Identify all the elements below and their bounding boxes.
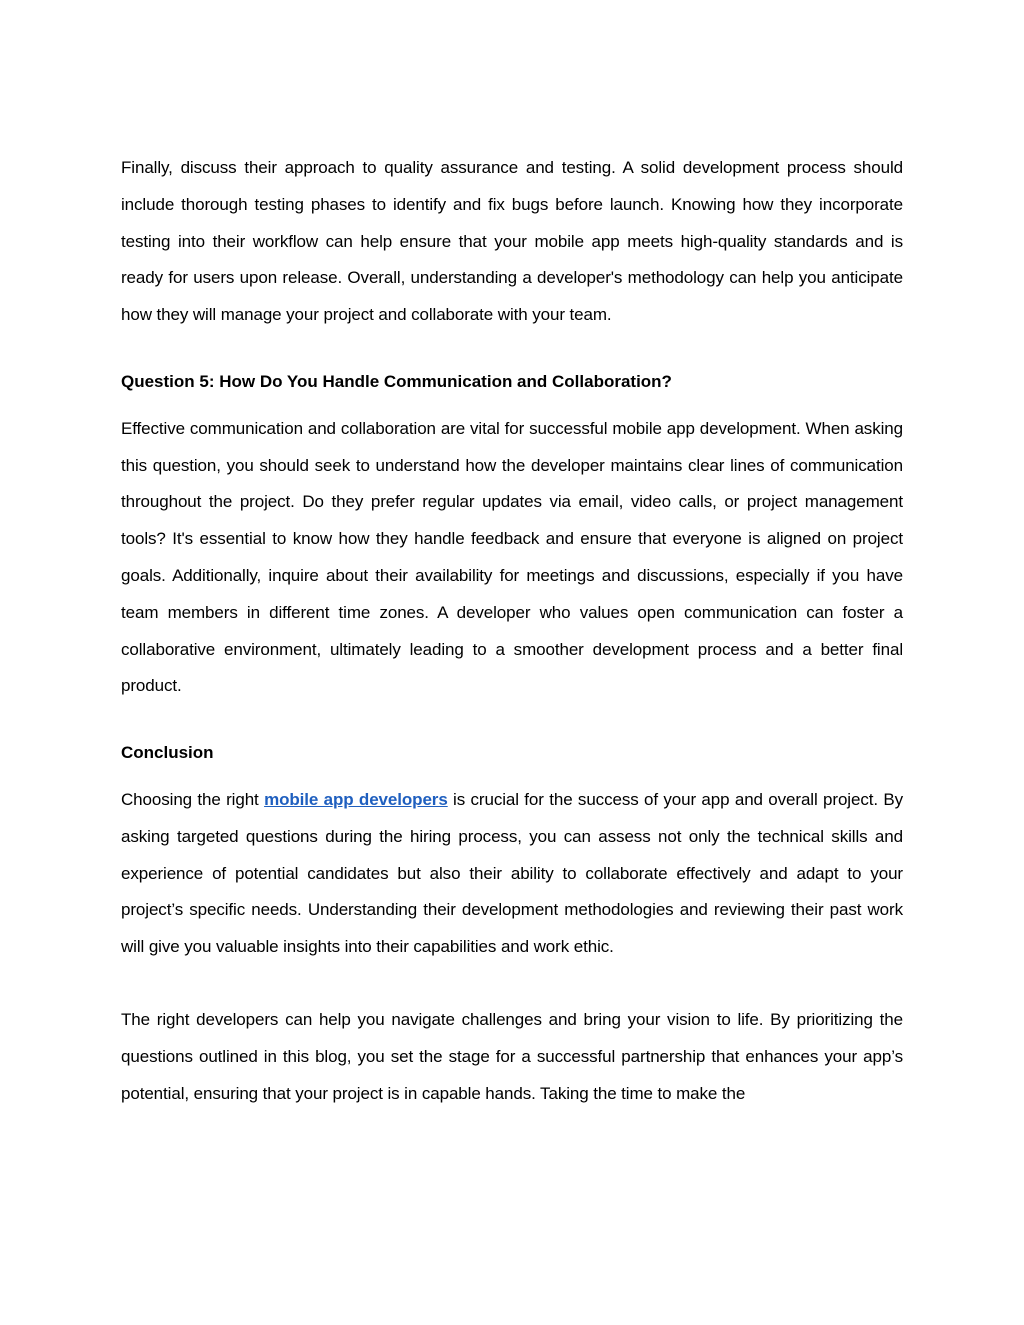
paragraph-communication: Effective communication and collaboration are vital for successful mobile app development. When asking this question, you should seek to understand how the developer maintains clear lines of communication throughout the project. Do they prefer regular updates via email, video calls, or project management tools? It's essential to know how they handle feedback and ensure that everyone is aligned on project goals. Additionally, inquire about their availability for meetings and discussions, especially if you have team members in different time zones. A developer who values open communication can foster a collaborative environment, ultimately leading to a smoother development process and a better final product. xyxy=(121,418,903,696)
mobile-app-developers-link[interactable]: mobile app developers xyxy=(264,789,448,809)
document-page xyxy=(121,150,903,1112)
conclusion-text-start: Choosing the right xyxy=(121,789,265,809)
paragraph-conclusion xyxy=(121,782,903,966)
question-5-heading: Question 5: How Do You Handle Communication and Collaboration? xyxy=(121,371,672,391)
paragraph-testing: Finally, discuss their approach to quality assurance and testing. A solid development process should include thorough testing phases to identify and fix bugs before launch. Knowing how they incorporate testing into their workflow can help ensure that your mobile app meets high-quality standards and is ready for users upon release. Overall, understanding a developer's methodology can help you anticipate how they will manage your project and collaborate with your team. xyxy=(121,158,903,325)
conclusion-heading: Conclusion xyxy=(121,743,214,763)
conclusion-text-end: is crucial for the success of your app and overall project. By asking targeted questions during the hiring process, you can assess not only the technical skills and experience of potential candidates but also their ability to collaborate effectively and adapt to your project’s specific needs. Understanding their development methodologies and reviewing their past work will give you valuable insights into their capabilities and work ethic. xyxy=(121,789,903,957)
paragraph-final: The right developers can help you navigate challenges and bring your vision to life. By prioritizing the questions outlined in this blog, you set the stage for a successful partnership that enhances your app’s potential, ensuring that your project is in capable hands. Taking the time to make the xyxy=(121,1009,903,1103)
